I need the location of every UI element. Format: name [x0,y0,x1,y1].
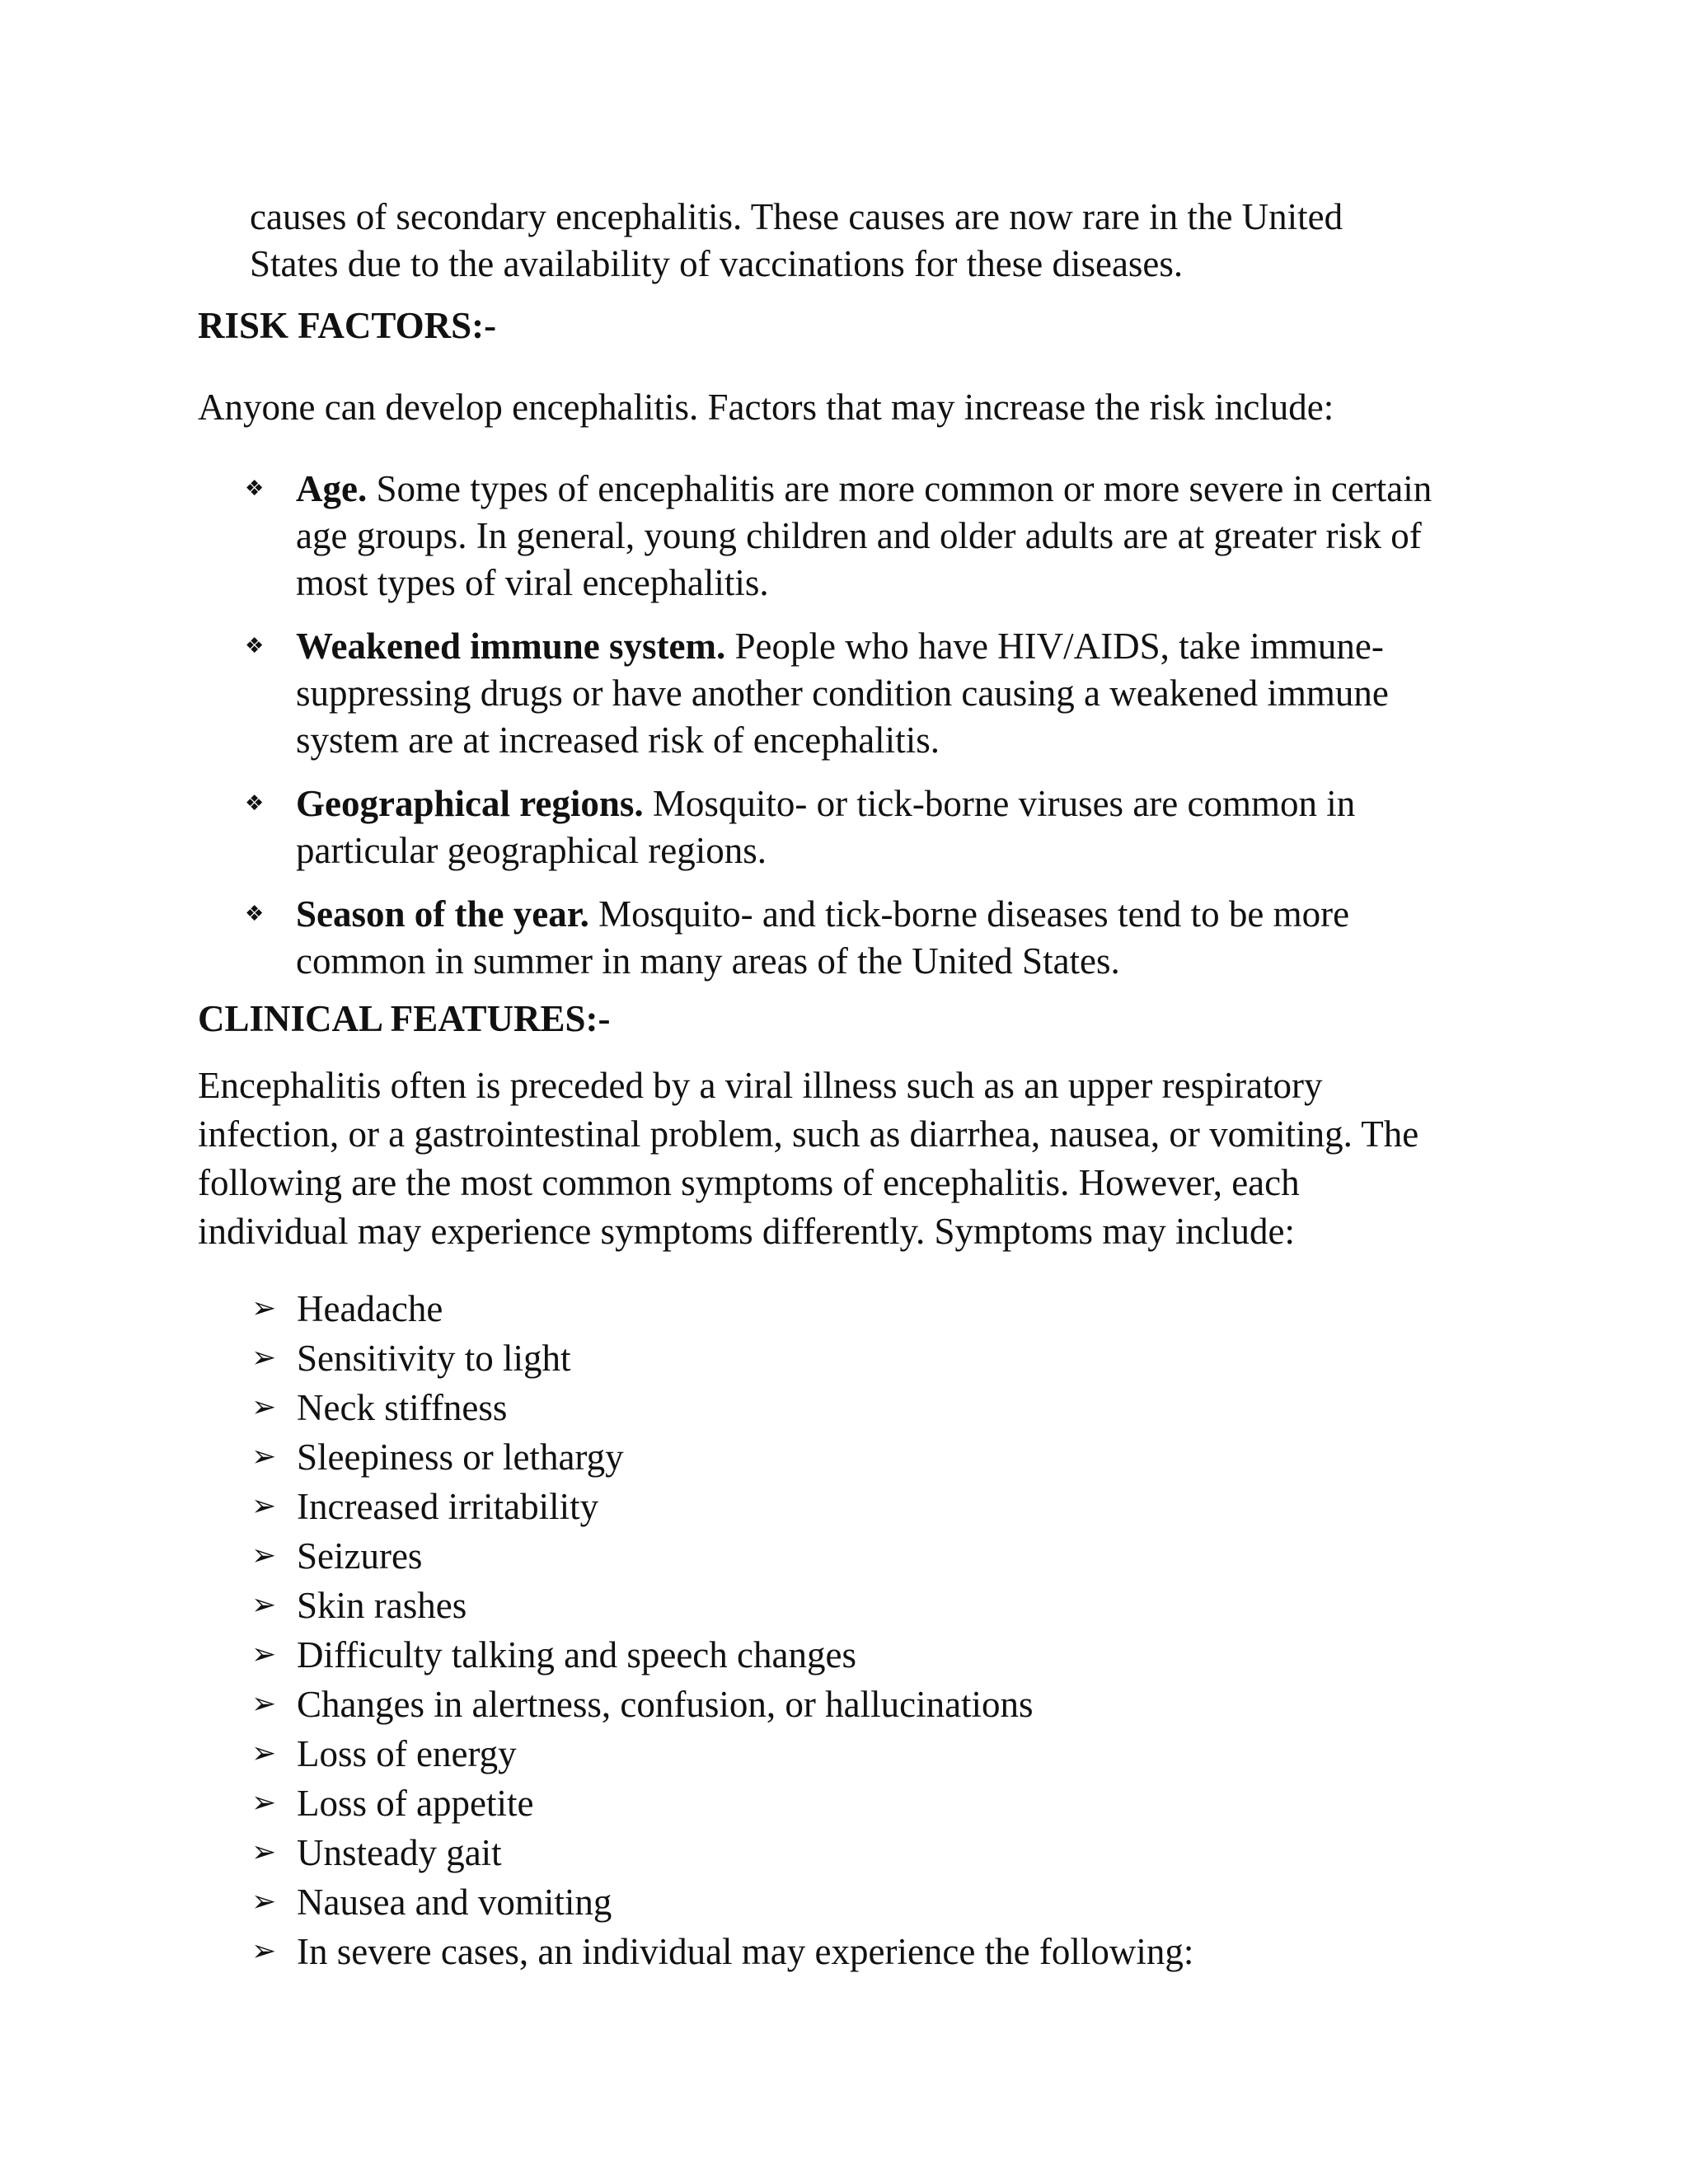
arrow-bullet-icon: ➢ [251,1934,277,1968]
arrow-bullet-icon: ➢ [251,1390,277,1424]
symptom-item [251,1927,1488,1976]
risk-factors-list [198,466,1484,1001]
risk-item-season [198,891,1484,985]
risk-text: Mosquito- or tick-borne viruses are common in particular geographical regions. [296,783,1356,871]
arrow-bullet-icon: ➢ [251,1885,277,1919]
arrow-bullet-icon: ➢ [251,1440,277,1474]
symptom-item [251,1284,1488,1333]
symptom-text: Seizures [297,1535,423,1577]
symptom-item [251,1630,1488,1680]
symptom-text: In severe cases, an individual may experience the following: [297,1931,1194,1972]
risk-item-geography [198,780,1484,874]
symptom-item [251,1680,1488,1729]
symptom-text: Sensitivity to light [297,1338,571,1379]
symptoms-list [251,1284,1488,1976]
symptom-item [251,1531,1488,1581]
risk-text: Some types of encephalitis are more common or more severe in certain age groups. In general, young children and older adults are at greater risk of most types of viral encephalitis. [296,468,1432,603]
symptom-item [251,1828,1488,1877]
continuation-line-1: causes of secondary encephalitis. These causes are now rare in the United [250,196,1343,237]
arrow-bullet-icon: ➢ [251,1687,277,1721]
symptom-text: Increased irritability [297,1486,599,1527]
symptom-text: Skin rashes [297,1585,467,1626]
clinical-features-heading: CLINICAL FEATURES:- [198,998,611,1039]
arrow-bullet-icon: ➢ [251,1291,277,1325]
risk-item-immune [198,623,1484,764]
symptom-item [251,1482,1488,1531]
symptom-item [251,1333,1488,1383]
continuation-line-2: States due to the availability of vaccinations for these diseases. [250,243,1184,284]
arrow-bullet-icon: ➢ [251,1489,277,1523]
symptom-item [251,1432,1488,1482]
risk-text: People who have HIV/AIDS, take immune-suppressing drugs or have another condition causing a weakened immune system are at increased risk of encephalitis. [296,626,1389,761]
arrow-bullet-icon: ➢ [251,1588,277,1622]
symptom-item [251,1877,1488,1927]
symptom-text: Nausea and vomiting [297,1882,612,1923]
arrow-bullet-icon: ➢ [251,1341,277,1375]
risk-term: Weakened immune system. [296,626,726,667]
arrow-bullet-icon: ➢ [251,1786,277,1820]
diamond-bullet-icon: ❖ [245,902,265,926]
clinical-features-paragraph: Encephalitis often is preceded by a viral illness such as an upper respiratory infection, or a gastrointestinal problem, such as diarrhea, nausea, or vomiting. The following are the most common symptoms of encephalitis. However, each individual may experience symptoms differently. Symptoms may include: [198,1065,1419,1252]
arrow-bullet-icon: ➢ [251,1835,277,1869]
symptom-text: Sleepiness or lethargy [297,1436,624,1478]
arrow-bullet-icon: ➢ [251,1638,277,1671]
arrow-bullet-icon: ➢ [251,1539,277,1572]
risk-term: Geographical regions. [296,783,644,824]
symptom-text: Changes in alertness, confusion, or hallucinations [297,1684,1034,1725]
symptom-text: Neck stiffness [297,1387,508,1428]
symptom-text: Loss of appetite [297,1783,534,1824]
risk-item-age [198,466,1484,607]
symptom-item [251,1383,1488,1432]
symptom-item [251,1581,1488,1630]
symptom-text: Unsteady gait [297,1832,502,1873]
symptom-text: Loss of energy [297,1733,517,1774]
diamond-bullet-icon: ❖ [245,634,265,658]
symptom-text: Headache [297,1288,443,1329]
risk-factors-intro: Anyone can develop encephalitis. Factors that may increase the risk include: [198,387,1334,428]
symptom-item [251,1729,1488,1779]
continuation-paragraph [250,194,1486,288]
risk-text: Mosquito- and tick-borne diseases tend to be more common in summer in many areas of the United States. [296,893,1350,982]
risk-factors-heading: RISK FACTORS:- [198,305,497,346]
risk-term: Season of the year. [296,893,589,935]
diamond-bullet-icon: ❖ [245,476,265,501]
risk-term: Age. [296,468,368,509]
symptom-text: Difficulty talking and speech changes [297,1634,856,1675]
diamond-bullet-icon: ❖ [245,791,265,816]
symptom-item [251,1779,1488,1828]
arrow-bullet-icon: ➢ [251,1736,277,1770]
